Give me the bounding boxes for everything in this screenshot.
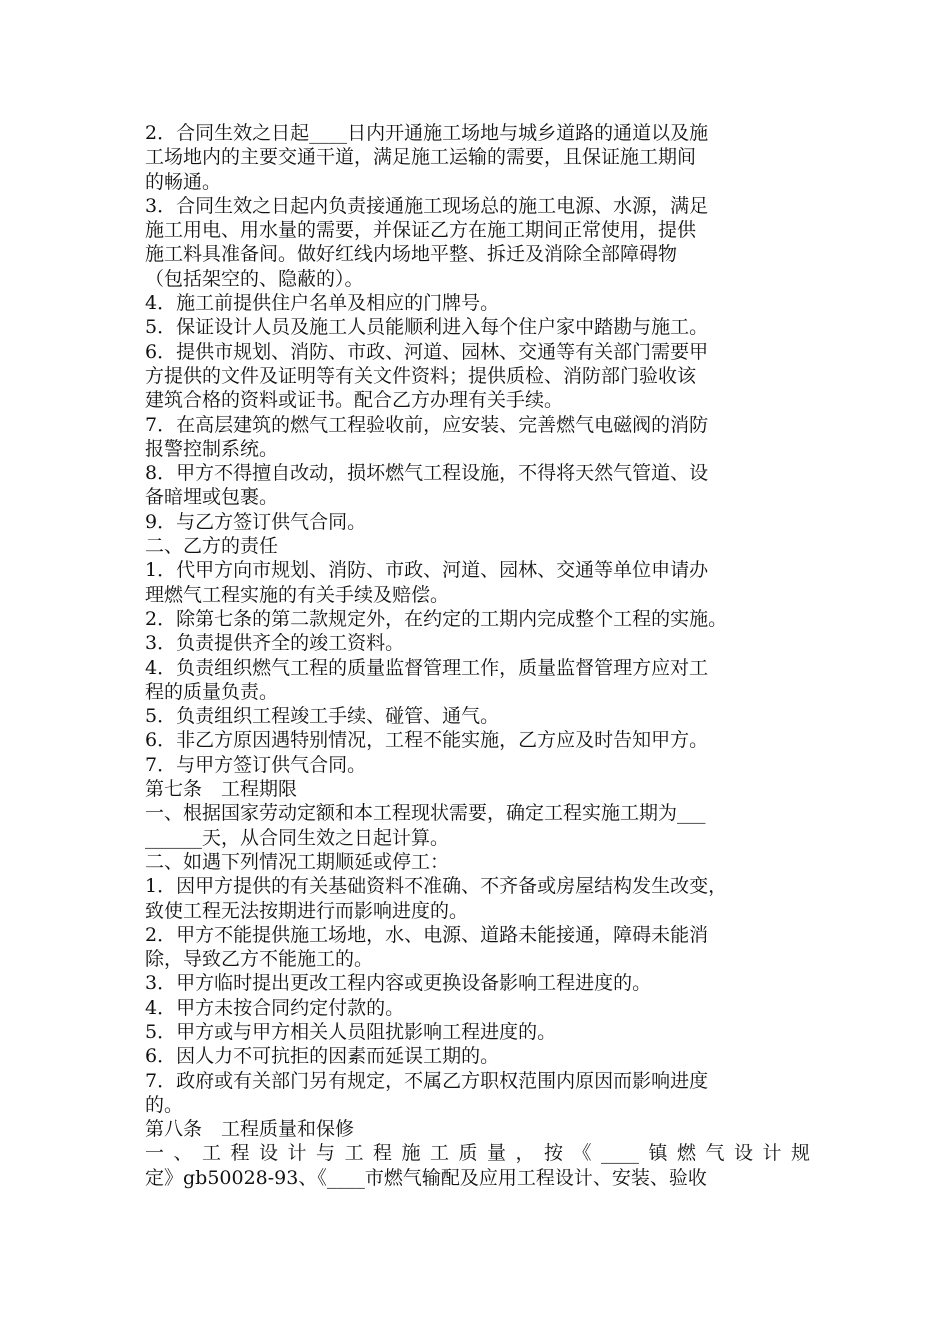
article-heading-8: 第八条 工程质量和保修	[145, 1118, 355, 1141]
text-line-22: 3．负责提供齐全的竣工资料。	[145, 632, 405, 655]
text-line-5: 施工用电、用水量的需要，并保证乙方在施工期间正常使用，提供	[145, 219, 697, 242]
text-line-37: 4．甲方未按合同约定付款的。	[145, 996, 405, 1019]
text-line-33: 致使工程无法按期进行而影响进度的。	[145, 899, 469, 922]
text-line-20: 理燃气工程实施的有关手续及赔偿。	[145, 583, 450, 606]
text-line-24: 程的质量负责。	[145, 680, 279, 703]
text-line-25: 5．负责组织工程竣工手续、碰管、通气。	[145, 705, 500, 728]
text-line-36: 3．甲方临时提出更改工程内容或更换设备影响工程进度的。	[145, 972, 652, 995]
text-line-13: 7．在高层建筑的燃气工程验收前，应安装、完善燃气电磁阀的消防	[145, 413, 709, 436]
text-line-9: 5．保证设计人员及施工人员能顺利进入每个住户家中踏勘与施工。	[145, 316, 709, 339]
text-line-2: 工场地内的主要交通干道，满足施工运输的需要，且保证施工期间	[145, 146, 697, 169]
text-line-4: 3．合同生效之日起内负责接通施工现场总的施工电源、水源，满足	[145, 194, 709, 217]
text-line-41: 的。	[145, 1093, 184, 1116]
text-line-7: （包括架空的、隐蔽的）。	[145, 267, 364, 290]
text-line-39: 6．因人力不可抗拒的因素而延误工期的。	[145, 1045, 500, 1068]
text-line-11: 方提供的文件及证明等有关文件资料；提供质检、消防部门验收该	[145, 364, 697, 387]
text-line-43: 一、工程设计与工程施工质量，按《____镇燃气设计规	[145, 1142, 810, 1165]
text-line-19: 1．代甲方向市规划、消防、市政、河道、园林、交通等单位申请办	[145, 559, 709, 582]
text-line-35: 除，导致乙方不能施工的。	[145, 948, 374, 971]
text-line-31: 二、如遇下列情况工期顺延或停工：	[145, 850, 450, 873]
text-line-34: 2．甲方不能提供施工场地，水、电源、道路未能接通，障碍未能消	[145, 923, 709, 946]
text-line-17: 9．与乙方签订供气合同。	[145, 510, 367, 533]
text-line-44: 定》gb50028-93、《____市燃气输配及应用工程设计、安装、验收	[145, 1166, 707, 1189]
text-line-23: 4．负责组织燃气工程的质量监督管理工作，质量监督管理方应对工	[145, 656, 709, 679]
text-line-32: 1．因甲方提供的有关基础资料不准确、不齐备或房屋结构发生改变，	[145, 875, 728, 898]
text-line-8: 4．施工前提供住户名单及相应的门牌号。	[145, 292, 500, 315]
text-line-40: 7．政府或有关部门另有规定，不属乙方职权范围内原因而影响进度	[145, 1069, 709, 1092]
text-line-27: 7．与甲方签订供气合同。	[145, 753, 367, 776]
text-line-1: 2．合同生效之日起____日内开通施工场地与城乡道路的通道以及施	[145, 122, 709, 144]
text-line-14: 报警控制系统。	[145, 437, 279, 460]
text-line-12: 建筑合格的资料或证书。配合乙方办理有关手续。	[145, 389, 564, 412]
text-line-15: 8．甲方不得擅自改动，损坏燃气工程设施，不得将天然气管道、设	[145, 462, 709, 485]
section-heading-party-b: 二、乙方的责任	[145, 535, 279, 558]
text-line-3: 的畅通。	[145, 170, 222, 193]
text-line-38: 5．甲方或与甲方相关人员阻扰影响工程进度的。	[145, 1020, 557, 1043]
document-body	[145, 121, 810, 1190]
text-line-26: 6．非乙方原因遇特别情况，工程不能实施，乙方应及时告知甲方。	[145, 729, 709, 752]
text-line-29: 一、根据国家劳动定额和本工程现状需要，确定工程实施工期为___	[145, 802, 706, 825]
article-heading-7: 第七条 工程期限	[145, 778, 298, 801]
text-line-6: 施工料具准备间。做好红线内场地平整、拆迁及消除全部障碍物	[145, 243, 678, 266]
text-line-21: 2．除第七条的第二款规定外，在约定的工期内完成整个工程的实施。	[145, 607, 728, 630]
text-line-30: ______天，从合同生效之日起计算。	[145, 826, 450, 849]
text-line-10: 6．提供市规划、消防、市政、河道、园林、交通等有关部门需要甲	[145, 340, 709, 363]
text-line-16: 备暗埋或包裹。	[145, 486, 279, 509]
